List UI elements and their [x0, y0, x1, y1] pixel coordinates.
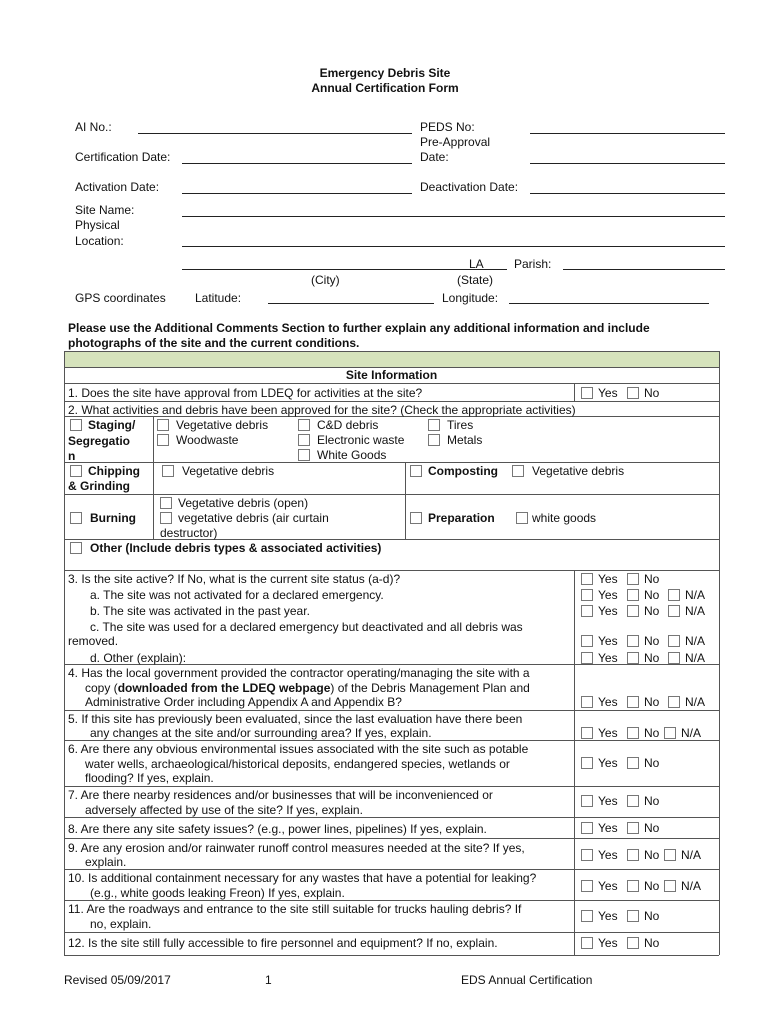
yes-label: Yes	[598, 936, 618, 950]
na-label: N/A	[685, 695, 706, 709]
q8-no-checkbox[interactable]	[627, 822, 639, 834]
burning-curtain-label-2: destructor)	[160, 526, 218, 540]
composting-checkbox[interactable]	[410, 465, 422, 477]
no-label: No	[644, 588, 660, 602]
staging-electronic-checkbox[interactable]	[298, 434, 310, 446]
q1-yes-checkbox[interactable]	[581, 387, 593, 399]
q3d-no-checkbox[interactable]	[627, 652, 639, 664]
q3-text: 3. Is the site active? If No, what is the current site status (a-d)?	[68, 572, 401, 586]
q10-yes-checkbox[interactable]	[581, 880, 593, 892]
no-label: No	[644, 386, 660, 400]
q9-no-checkbox[interactable]	[627, 849, 639, 861]
state-caption: (State)	[457, 273, 494, 287]
yes-label: Yes	[598, 651, 618, 665]
q10-text-1: 10. Is additional containment necessary for any wastes that have a potential for leaking?	[68, 871, 537, 885]
q6-text-2: water wells, archaeological/historical deposits, endangered species, wetlands or	[85, 757, 510, 771]
na-label: N/A	[685, 651, 706, 665]
form-title-line1: Emergency Debris Site	[319, 66, 451, 80]
na-label: N/A	[685, 588, 706, 602]
q10-no-checkbox[interactable]	[627, 880, 639, 892]
q3a-na-checkbox[interactable]	[668, 589, 680, 601]
burning-label: Burning	[90, 511, 136, 525]
form-title-line2: Annual Certification Form	[311, 81, 459, 95]
other-checkbox[interactable]	[70, 542, 82, 554]
q4-no-checkbox[interactable]	[627, 696, 639, 708]
longitude-label: Longitude:	[442, 291, 499, 305]
no-label: No	[644, 634, 660, 648]
no-label: No	[644, 572, 660, 586]
yes-label: Yes	[598, 695, 618, 709]
q6-text-3: flooding? If yes, explain.	[85, 771, 214, 785]
peds-no-field[interactable]	[530, 133, 725, 134]
preparation-label: Preparation	[428, 511, 495, 525]
no-label: No	[644, 604, 660, 618]
footer-revised: Revised 05/09/2017	[64, 973, 171, 987]
q3b-yes-checkbox[interactable]	[581, 605, 593, 617]
q12-yes-checkbox[interactable]	[581, 937, 593, 949]
q7-yes-checkbox[interactable]	[581, 795, 593, 807]
q3d-yes-checkbox[interactable]	[581, 652, 593, 664]
q3b-no-checkbox[interactable]	[627, 605, 639, 617]
q3d-na-checkbox[interactable]	[668, 652, 680, 664]
q3a-yes-checkbox[interactable]	[581, 589, 593, 601]
q3-no-checkbox[interactable]	[627, 573, 639, 585]
chipping-checkbox[interactable]	[70, 465, 82, 477]
ai-no-label: AI No.:	[75, 120, 112, 134]
latitude-label: Latitude:	[195, 291, 242, 305]
physical-label: Physical	[75, 218, 120, 232]
q5-text-2: any changes at the site and/or surrounding area? If yes, explain.	[90, 726, 432, 740]
burning-open-label: Vegetative debris (open)	[178, 496, 309, 510]
q3b-na-checkbox[interactable]	[668, 605, 680, 617]
preparation-whitegoods-checkbox[interactable]	[516, 512, 528, 524]
q6-no-checkbox[interactable]	[627, 757, 639, 769]
q3a-no-checkbox[interactable]	[627, 589, 639, 601]
q9-yes-checkbox[interactable]	[581, 849, 593, 861]
yes-label: Yes	[598, 909, 618, 923]
staging-veg-checkbox[interactable]	[157, 419, 169, 431]
staging-whitegoods-label: White Goods	[317, 448, 387, 462]
staging-metals-label: Metals	[447, 433, 483, 447]
q5-text-1: 5. If this site has previously been evaluated, since the last evaluation have there been	[68, 712, 523, 726]
no-label: No	[644, 848, 660, 862]
certification-date-field[interactable]	[182, 163, 412, 164]
staging-woodwaste-checkbox[interactable]	[157, 434, 169, 446]
na-label: N/A	[681, 848, 702, 862]
site-name-field[interactable]	[182, 216, 725, 217]
yes-label: Yes	[598, 794, 618, 808]
yes-label: Yes	[598, 879, 618, 893]
latitude-field[interactable]	[268, 303, 434, 304]
longitude-field[interactable]	[509, 303, 709, 304]
q3b-text: b. The site was activated in the past year.	[90, 604, 310, 618]
composting-veg-checkbox[interactable]	[512, 465, 524, 477]
parish-label: Parish:	[514, 257, 552, 271]
q3-yes-checkbox[interactable]	[581, 573, 593, 585]
parish-field[interactable]	[563, 269, 725, 270]
no-label: No	[644, 695, 660, 709]
chipping-veg-checkbox[interactable]	[162, 465, 174, 477]
q10-text-2: (e.g., white goods leaking Freon) If yes, explain.	[90, 886, 345, 900]
location-label: Location:	[75, 234, 124, 248]
physical-location-field[interactable]	[182, 246, 725, 247]
yes-label: Yes	[598, 572, 618, 586]
staging-whitegoods-checkbox[interactable]	[298, 449, 310, 461]
footer-doc-name: EDS Annual Certification	[461, 973, 593, 987]
q7-text-2: adversely affected by use of the site? If yes, explain.	[85, 803, 363, 817]
staging-metals-checkbox[interactable]	[428, 434, 440, 446]
q1-text: 1. Does the site have approval from LDEQ for activities at the site?	[68, 386, 423, 400]
q6-text-1: 6. Are there any obvious environmental issues associated with the site such as potable	[68, 742, 529, 756]
site-name-label: Site Name:	[75, 203, 135, 217]
q11-text-1: 11. Are the roadways and entrance to the site still suitable for trucks hauling debris? If	[68, 902, 522, 916]
na-label: N/A	[681, 879, 702, 893]
q11-text-2: no, explain.	[90, 917, 152, 931]
q9-text-2: explain.	[85, 855, 127, 869]
yes-label: Yes	[598, 756, 618, 770]
instruction-line1: Please use the Additional Comments Section to further explain any additional information and include	[68, 321, 650, 335]
q3c-text-2: removed.	[68, 634, 119, 648]
q3c-no-checkbox[interactable]	[627, 635, 639, 647]
q9-na-checkbox[interactable]	[664, 849, 676, 861]
q3a-text: a. The site was not activated for a declared emergency.	[90, 588, 384, 602]
city-caption: (City)	[311, 273, 340, 287]
yes-label: Yes	[598, 726, 618, 740]
section-bar	[64, 351, 719, 367]
staging-tires-checkbox[interactable]	[428, 419, 440, 431]
no-label: No	[644, 821, 660, 835]
burning-curtain-checkbox[interactable]	[160, 512, 172, 524]
q4-yes-checkbox[interactable]	[581, 696, 593, 708]
q7-text-1: 7. Are there nearby residences and/or businesses that will be inconvenienced or	[68, 788, 493, 802]
q4-text-3: Administrative Order including Appendix A and Appendix B?	[85, 695, 402, 709]
no-label: No	[644, 756, 660, 770]
instruction-line2: photographs of the site and the current conditions.	[68, 336, 360, 350]
yes-label: Yes	[598, 604, 618, 618]
pre-approval-label: Pre-Approval	[420, 135, 491, 149]
chipping-label-1: Chipping	[88, 464, 140, 478]
certification-date-label: Certification Date:	[75, 150, 171, 164]
q11-yes-checkbox[interactable]	[581, 910, 593, 922]
burning-curtain-label-1: vegetative debris (air curtain	[178, 511, 329, 525]
q8-text: 8. Are there any site safety issues? (e.g., power lines, pipelines) If yes, explain.	[68, 822, 487, 836]
q5-yes-checkbox[interactable]	[581, 727, 593, 739]
staging-label-3: n	[68, 449, 76, 463]
yes-label: Yes	[598, 588, 618, 602]
state-value: LA	[469, 257, 484, 271]
q4-text-1: 4. Has the local government provided the contractor operating/managing the site with a	[68, 666, 530, 680]
staging-label-2: Segregatio	[68, 434, 131, 448]
preparation-whitegoods-label: white goods	[532, 511, 597, 525]
yes-label: Yes	[598, 848, 618, 862]
q5-na-checkbox[interactable]	[664, 727, 676, 739]
pre-approval-date-field[interactable]	[530, 163, 725, 164]
yes-label: Yes	[598, 821, 618, 835]
chipping-label-2: & Grinding	[68, 479, 130, 493]
staging-cd-label: C&D debris	[317, 418, 379, 432]
burning-open-checkbox[interactable]	[160, 497, 172, 509]
yes-label: Yes	[598, 386, 618, 400]
staging-label-1: Staging/	[88, 418, 136, 432]
q3d-text: d. Other (explain):	[90, 651, 187, 665]
staging-checkbox[interactable]	[70, 419, 82, 431]
q3c-na-checkbox[interactable]	[668, 635, 680, 647]
deactivation-date-label: Deactivation Date:	[420, 180, 519, 194]
activation-date-label: Activation Date:	[75, 180, 160, 194]
no-label: No	[644, 936, 660, 950]
city-field[interactable]	[182, 269, 507, 270]
other-label: Other (Include debris types & associated activities)	[90, 541, 382, 555]
footer-page-number: 1	[265, 973, 272, 987]
na-label: N/A	[685, 634, 706, 648]
q6-yes-checkbox[interactable]	[581, 757, 593, 769]
q11-no-checkbox[interactable]	[627, 910, 639, 922]
staging-woodwaste-label: Woodwaste	[176, 433, 239, 447]
preparation-checkbox[interactable]	[410, 512, 422, 524]
composting-veg-label: Vegetative debris	[532, 464, 625, 478]
staging-veg-label: Vegetative debris	[176, 418, 269, 432]
q5-no-checkbox[interactable]	[627, 727, 639, 739]
q7-no-checkbox[interactable]	[627, 795, 639, 807]
na-label: N/A	[685, 604, 706, 618]
ldeq-webpage-link: downloaded from the LDEQ webpage	[117, 681, 331, 695]
gps-label: GPS coordinates	[75, 291, 166, 305]
q12-text: 12. Is the site still fully accessible to fire personnel and equipment? If no, explain.	[68, 936, 498, 950]
staging-cd-checkbox[interactable]	[298, 419, 310, 431]
deactivation-date-field[interactable]	[530, 193, 725, 194]
q12-no-checkbox[interactable]	[627, 937, 639, 949]
q4-text-2: copy (downloaded from the LDEQ webpage) of the Debris Management Plan and	[85, 681, 530, 695]
activation-date-field[interactable]	[182, 193, 412, 194]
no-label: No	[644, 794, 660, 808]
q2-text: 2. What activities and debris have been approved for the site? (Check the appropriate activities)	[68, 403, 576, 417]
no-label: No	[644, 651, 660, 665]
burning-checkbox[interactable]	[70, 512, 82, 524]
staging-tires-label: Tires	[447, 418, 474, 432]
yes-label: Yes	[598, 634, 618, 648]
no-label: No	[644, 879, 660, 893]
no-label: No	[644, 909, 660, 923]
q1-no-checkbox[interactable]	[627, 387, 639, 399]
chipping-veg-label: Vegetative debris	[182, 464, 275, 478]
pre-approval-date-label: Date:	[420, 150, 449, 164]
q3c-yes-checkbox[interactable]	[581, 635, 593, 647]
ai-no-field[interactable]	[138, 133, 412, 134]
no-label: No	[644, 726, 660, 740]
q4-na-checkbox[interactable]	[668, 696, 680, 708]
staging-electronic-label: Electronic waste	[317, 433, 405, 447]
q8-yes-checkbox[interactable]	[581, 822, 593, 834]
q3c-text-1: c. The site was used for a declared emergency but deactivated and all debris was	[90, 620, 523, 634]
peds-no-label: PEDS No:	[420, 120, 475, 134]
section-title: Site Information	[345, 368, 438, 382]
q10-na-checkbox[interactable]	[664, 880, 676, 892]
q9-text-1: 9. Are any erosion and/or rainwater runoff control measures needed at the site? If yes,	[68, 841, 525, 855]
composting-label: Composting	[428, 464, 498, 478]
na-label: N/A	[681, 726, 702, 740]
